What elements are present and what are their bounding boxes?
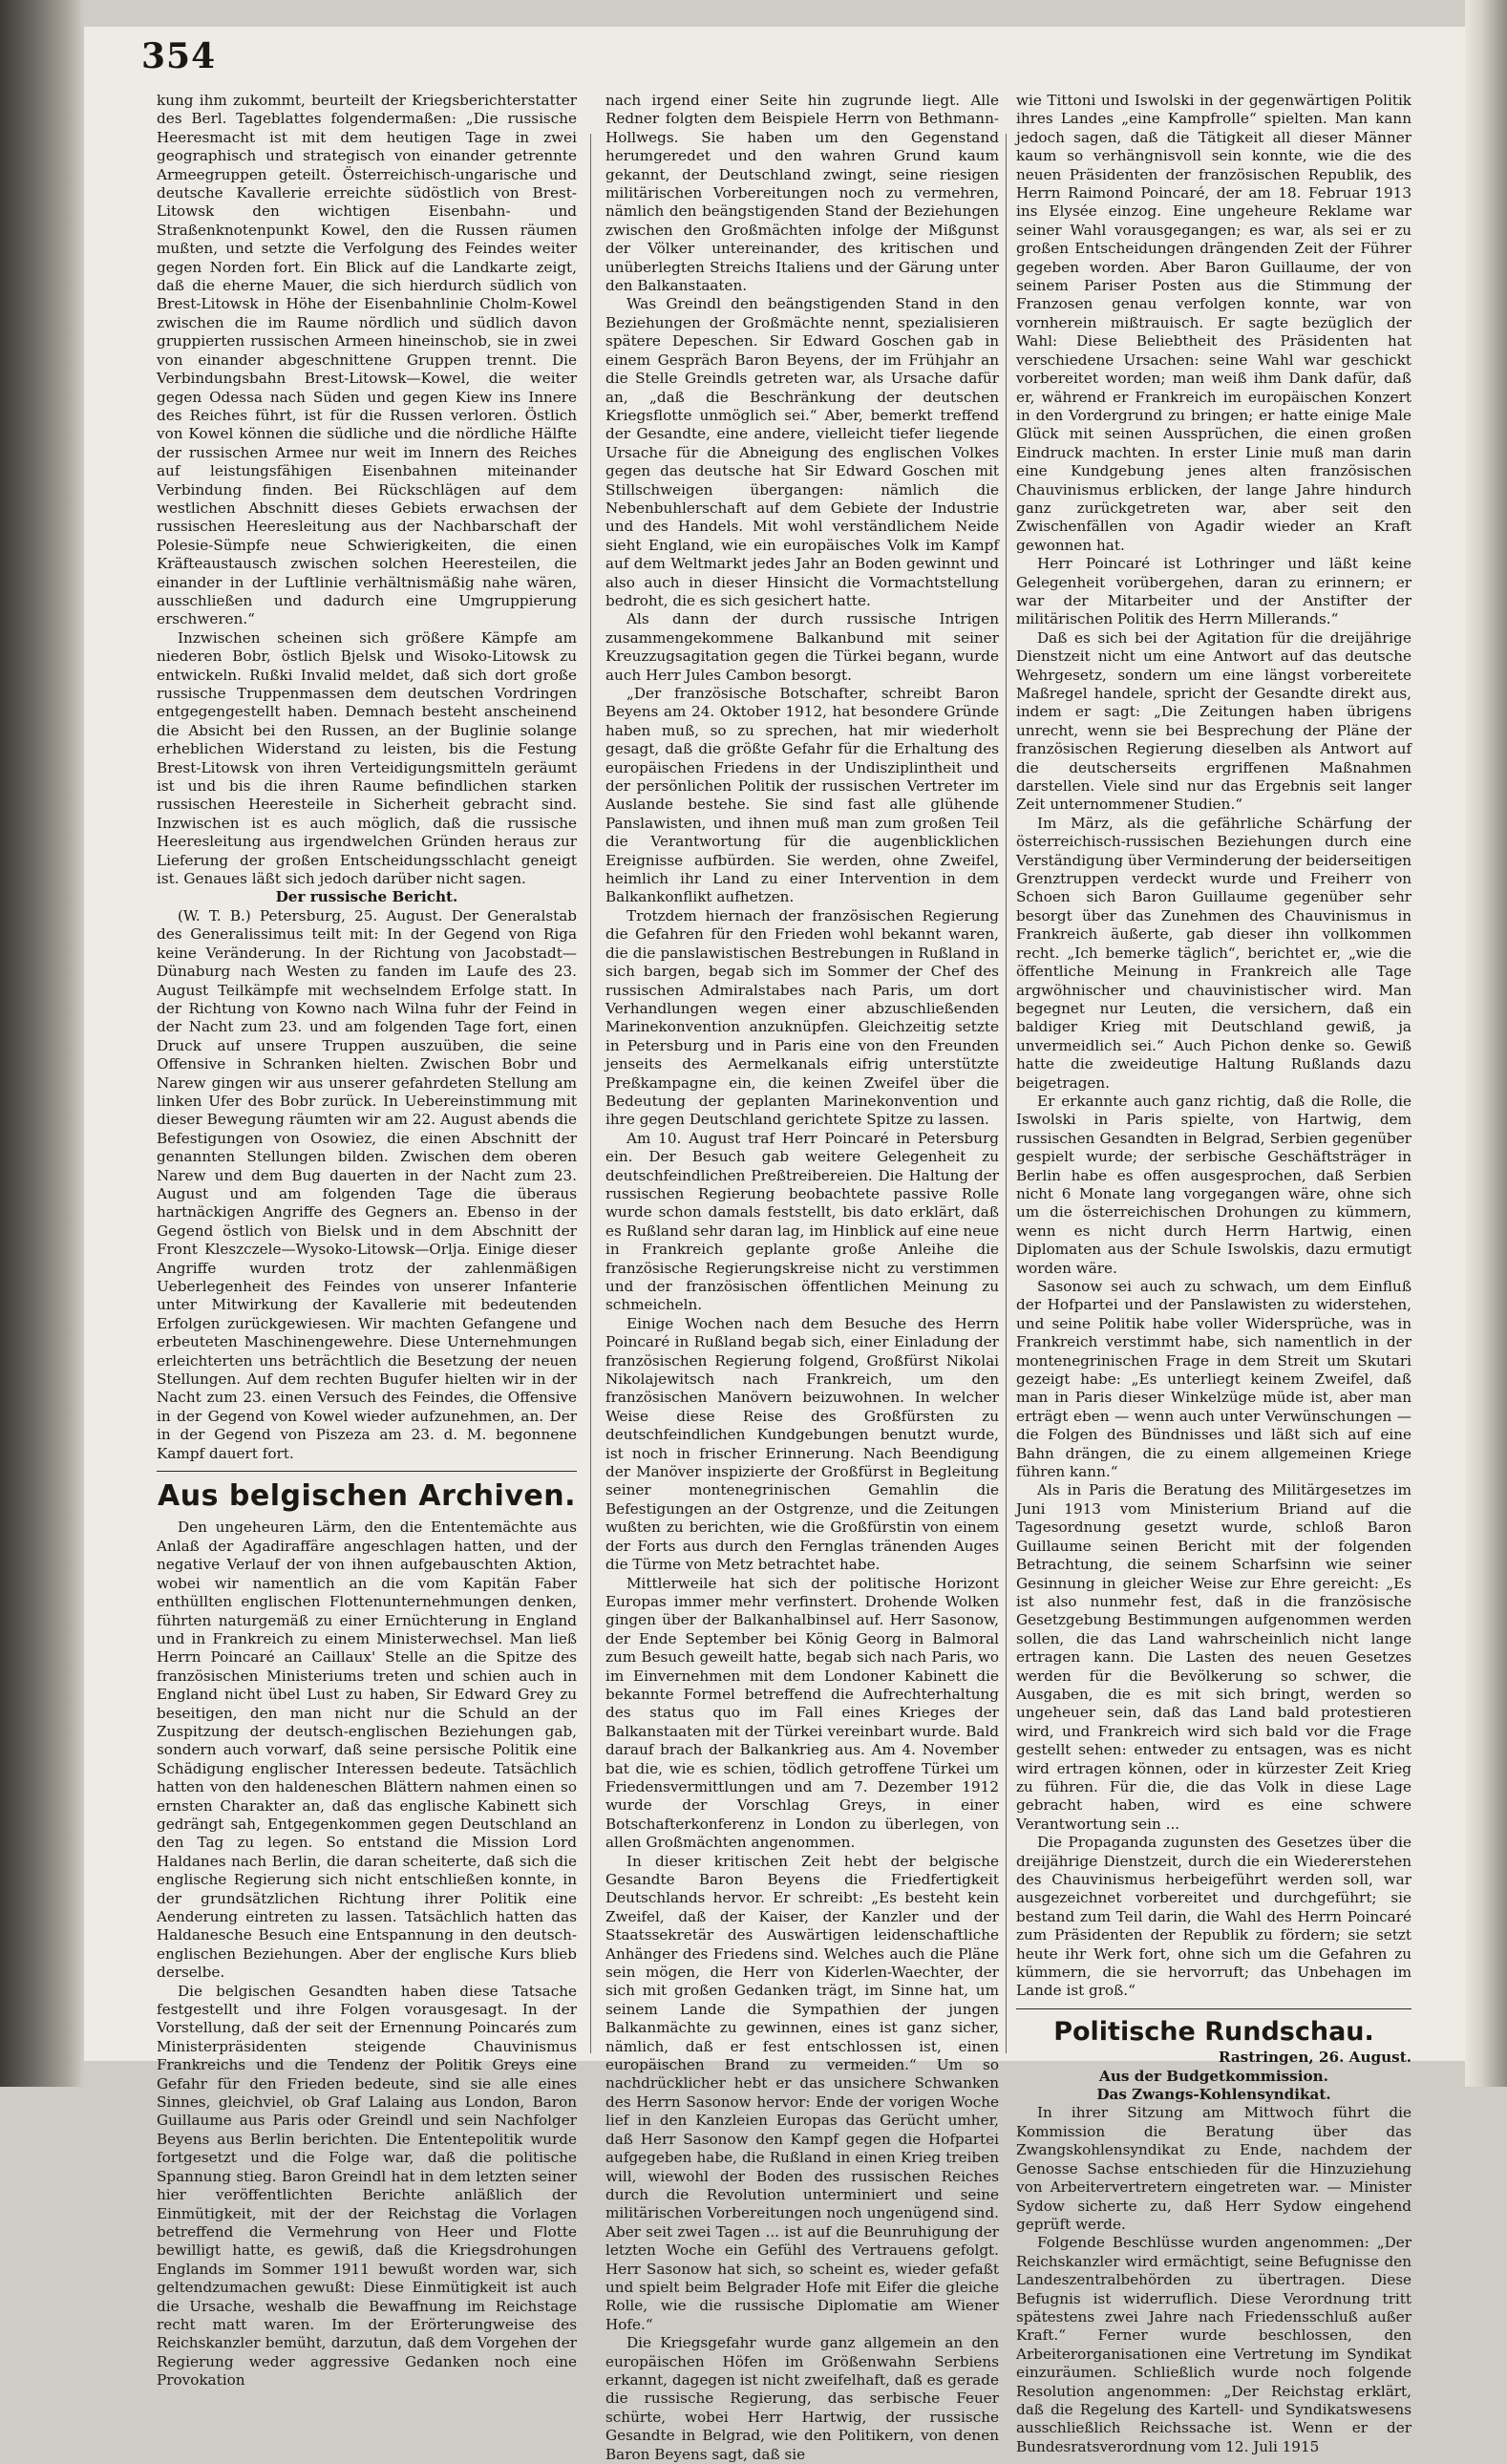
article-paragraph: Was Greindl den beängstigenden Stand in den Beziehungen der Großmächte nennt, spezialisieren spätere Depeschen. Sir Edward Goschen gab in einem Gespräch Baron Beyens, der im Frühjahr an die Stelle Greindls getreten war, als Ursache dafür an, „daß die Beschränkung der deutschen Kriegsflotte unmöglich sei.“ Aber, bemerkt treffend der Gesandte, eine andere, vielleicht tiefer liegende Ursache für die Abneigung des englischen Volkes gegen das deutsche hat Sir Edward Goschen mit Stillschweigen übergangen: nämlich die Nebenbuhlerschaft auf dem Gebiete der Industrie und des Handels. Mit wohl verständlichem Neide sieht England, wie ein europäisches Volk im Kampf auf dem Weltmarkt jedes Jahr an Boden gewinnt und also auch in dieser Hinsicht die Vormachtstellung bedroht, die es sich gesichert hatte. <box>605 295 999 609</box>
article-paragraph: Die belgischen Gesandten haben diese Tatsache festgestellt und ihre Folgen vorausgesagt. In der Vorstellung, daß der seit der Ernennung Poincarés zum Ministerpräsidenten steigende Chauvinismus Frankreichs und die Tendenz der Politik Greys eine Gefahr für den Frieden bedeute, sind sie alle eines Sinnes, gleichviel, ob Graf Lalaing aus London, Baron Guillaume aus Paris oder Greindl und sein Nachfolger Beyens aus Berlin berichten. Die Ententepolitik wurde fortgesetzt und die Folge war, daß die politische Spannung stieg. Baron Greindl hat in dem letzten seiner hier veröffentlichten Berichte anläßlich der Einmütigkeit, mit der der Reichstag die Vorlagen betreffend die Vermehrung von Heer und Flotte bewilligt hatte, es gewiß, daß die Kriegsdrohungen Englands im Sommer 1911 bewußt worden war, sich geltendzumachen gewußt: Diese Einmütigkeit ist auch die Ursache, weshalb die Bewaffnung im Reichstage recht matt waren. Im der Erörterungweise des Reichskanzler bemüht, darzutun, daß dem Vorgehen der Regierung weder aggressive Gedanken noch eine Provokation <box>157 1982 577 2390</box>
article-paragraph: Einige Wochen nach dem Besuche des Herrn Poincaré in Rußland begab sich, einer Einladung der französischen Regierung folgend, Großfürst Nikolai Nikolajewitsch nach Frankreich, um den französischen Manövern beizuwohnen. In welcher Weise diese Reise des Großfürsten zu deutschfeindlichen Kundgebungen benutzt wurde, ist noch in frischer Erinnerung. Nach Beendigung der Manöver inspizierte der Großfürst in Begleitung seiner montenegrinischen Gemahlin die Befestigungen an der Ostgrenze, und die Zeitungen wußten zu berichten, wie die Großfürstin von einem der Forts aus durch den Fernglas tränenden Auges die Türme von Metz betrachtet habe. <box>605 1314 999 1574</box>
article-paragraph: (W. T. B.) Petersburg, 25. August. Der Generalstab des Generalissimus teilt mit: In der Gegend von Riga keine Veränderung. In der Richtung von Jacobstadt—Dünaburg nach Westen zu fanden im Laufe des 23. August Teilkämpfe mit wechselndem Erfolge statt. In der Richtung von Kowno nach Wilna fuhr der Feind in der Nacht zum 23. und am folgenden Tage fort, einen Druck auf unsere Truppen auszuüben, die seine Offensive in Schranken hielten. Zwischen Bobr und Narew gingen wir aus unserer gefahrdeten Stellung am linken Ufer des Bobr zurück. In Uebereinstimmung mit dieser Bewegung räumten wir am 22. August abends die Befestigungen von Osowiez, die einen Abschnitt der genannten Stellungen bilden. Zwischen dem oberen Narew und dem Bug dauerten in der Nacht zum 23. August und am folgenden Tage die überaus hartnäckigen Angriffe des Gegners an. Ebenso in der Gegend östlich von Bielsk und in dem Abschnitt der Front Kleszczele—Wysoko-Litowsk—Orlja. Einige dieser Angriffe wurden trotz der zahlenmäßigen Ueberlegenheit des Feindes von unserer Infanterie unter Mitwirkung der Kavallerie mit bedeutenden Erfolgen zurückgewiesen. Wir machten Gefangene und erbeuteten Maschinengewehre. Diese Unternehmungen erleichterten uns beträchtlich die Besetzung der neuen Stellungen. Auf dem rechten Bugufer hielten wir in der Nacht zum 23. einen Versuch des Feindes, die Offensive in der Gegend von Kowel wieder aufzunehmen, an. Der in der Gegend von Piszeza am 23. d. M. begonnene Kampf dauert fort. <box>157 906 577 1462</box>
article-paragraph: Die Kriegsgefahr wurde ganz allgemein an den europäischen Höfen im Größenwahn Serbiens erkannt, dagegen ist nicht zweifelhaft, daß es gerade die russische Regierung, das serbische Feuer schürte, wobei Herr Hartwig, der russische Gesandte in Belgrad, wie den Politikern, von denen Baron Beyens sagt, daß sie <box>605 2334 999 2463</box>
article-paragraph: Herr Poincaré ist Lothringer und läßt keine Gelegenheit vorübergehen, daran zu erinnern; er war der Mitarbeiter und der Anstifter der militärischen Politik des Herrn Millerands.“ <box>1016 555 1411 628</box>
section-rule <box>1016 2008 1411 2009</box>
column-rule <box>590 134 591 2053</box>
article-paragraph: Er erkannte auch ganz richtig, daß die Rolle, die Iswolski in Paris spielte, von Hartwig, dem russischen Gesandten in Belgrad, Serbien gegenüber gespielt wurde; der serbische Geschäftsträger in Berlin habe es offen ausgesprochen, daß Serbien nicht 6 Monate lang vorgegangen wäre, ohne sich um die österreichischen Drohungen zu kümmern, wenn es nicht durch Herrn Hartwig, einen Diplomaten aus der Schule Iswolskis, dazu ermutigt worden wäre. <box>1016 1092 1411 1277</box>
section-heading: Aus belgischen Archiven. <box>158 1479 576 1514</box>
article-paragraph: Inzwischen scheinen sich größere Kämpfe am niederen Bobr, östlich Bjelsk und Wisoko-Litowsk zu entwickeln. Rußki Invalid meldet, daß sich dort große russische Truppenmassen dem deutschen Vordringen entgegengestellt haben. Demnach besteht anscheinend die Absicht bei den Russen, an der Buglinie solange erheblichen Widerstand zu leisten, bis die Festung Brest-Litowsk von ihren Verteidigungsmitteln geräumt ist und bis die ihren Raume befindlichen starken russischen Heeresteile in Sicherheit gebracht sind. Inzwischen ist es auch möglich, daß die russische Heeresleitung aus irgendwelchen Gründen heraus zur Lieferung der großen Entscheidungsschlacht geneigt ist. Genaues läßt sich jedoch darüber nicht sagen. <box>157 628 577 888</box>
column-1 <box>157 92 577 2390</box>
page-number: 354 <box>141 36 217 76</box>
article-paragraph: In dieser kritischen Zeit hebt der belgische Gesandte Baron Beyens die Friedfertigkeit Deutschlands hervor. Er schreibt: „Es besteht kein Zweifel, daß der Kaiser, der Kanzler und der Staatssekretär des Auswärtigen leidenschaftliche Anhänger des Friedens sind. Welches auch die Pläne sein mögen, die Herr von Kiderlen-Waechter, der sich mit großen Gedanken trägt, im Sinne hat, um seinem Lande die Sympathien der jungen Balkanmächte zu gewinnen, eines ist ganz sicher, nämlich, daß er fest entschlossen ist, einen europäischen Brand zu vermeiden.“ Um so nachdrücklicher hebt er das unsichere Schwanken des Herrn Sasonow hervor: Ende der vorigen Woche lief in den Kanzleien Europas das Gerücht umher, daß Herr Sasonow den Kampf gegen die Hofpartei aufgegeben habe, die Rußland in einen Krieg treiben will, wiewohl der Boden des russischen Reiches durch die Revolution unterminiert und seine militärischen Vorbereitungen noch ungenügend sind. Aber seit zwei Tagen ... ist auf die Beunruhigung der letzten Woche ein Gefühl des Vertrauens gefolgt. Herr Sasonow hat sich, so scheint es, wieder gefaßt und spielt beim Belgrader Hofe mit Eifer die gleiche Rolle, wie die russische Diplomatie am Wiener Hofe.“ <box>605 1852 999 2333</box>
dateline: Rastringen, 26. August. <box>1218 2049 1411 2067</box>
article-paragraph: wie Tittoni und Iswolski in der gegenwärtigen Politik ihres Landes „eine Kampfrolle“ spielten. Man kann jedoch sagen, daß die Tätigkeit all dieser Männer kaum so verhängnisvoll sein konnte, wie die des neuen Präsidenten der französischen Republik, des Herrn Raimond Poincaré, der am 18. Februar 1913 ins Elysée einzog. Eine ungeheure Reklame war seiner Wahl vorausgegangen; es war, als sei er zu großen Entscheidungen drängenden Zeit der Führer gegeben worden. Aber Baron Guillaume, der von seinem Pariser Posten aus die Stimmung der Franzosen genau verfolgen konnte, war von vornherein mißtrauisch. Er sagte bezüglich der Wahl: Diese Beliebtheit des Präsidenten hat verschiedene Ursachen: seine Wahl war geschickt vorbereitet worden; man weiß ihm Dank dafür, daß er, während er Frankreich im europäischen Konzert in den Vordergrund zu bringen; er hatte einige Male Glück mit seinen Aussprüchen, die einen großen Eindruck machten. In erster Linie muß man darin eine Kundgebung jenes alten französischen Chauvinismus erblicken, der lange Jahre hindurch ganz zurückgetreten war, aber seit den Zwischenfällen von Agadir wieder an Kraft gewonnen hat. <box>1016 92 1411 554</box>
subheading: Der russische Bericht. <box>275 888 458 906</box>
article-paragraph: Daß es sich bei der Agitation für die dreijährige Dienstzeit nicht um eine Antwort auf das deutsche Wehrgesetz, sondern um eine längst vorbereitete Maßregel handele, spricht der Gesandte direkt aus, indem er sagt: „Die Zeitungen haben übrigens unrecht, wenn sie bei Besprechung der Pläne der französischen Regierung dieselben als Antwort auf die deutscherseits ergriffenen Maßnahmen darstellen. Viele sind nur das Ergebnis seit langer Zeit unternommener Studien.“ <box>1016 628 1411 814</box>
article-paragraph: Im März, als die gefährliche Schärfung der österreichisch-russischen Beziehungen durch eine Verständigung über Verminderung der beiderseitigen Grenztruppen verdeckt wurde und Freiherr von Schoen sich Baron Guillaume gegenüber sehr besorgt über das Zunehmen des Chauvinismus in Frankreich äußerte, gab dieser ihn vollkommen recht. „Ich bemerke täglich“, berichtet er, „wie die öffentliche Meinung in Frankreich alle Tage argwöhnischer und chauvinistischer wird. Man begegnet nur Leuten, die versichern, daß ein baldiger Krieg mit Deutschland gewiß, ja unvermeidlich sei.“ Auch Pichon denke so. Gewiß hatte die zweideutige Haltung Rußlands dazu beigetragen. <box>1016 814 1411 1092</box>
section-heading: Politische Rundschau. <box>1053 2016 1374 2047</box>
section-rule <box>157 1471 577 1472</box>
article-paragraph: Mittlerweile hat sich der politische Horizont Europas immer mehr verfinstert. Drohende Wolken gingen über der Balkanhalbinsel auf. Herr Sasonow, der Ende September bei König Georg in Balmoral zum Besuch geweilt hatte, begab sich nach Paris, wo im Einvernehmen mit dem Londoner Kabinett die bekannte Formel betreffend die Aufrechterhaltung des status quo im Fall eines Krieges der Balkanstaaten mit der Türkei vereinbart wurde. Bald darauf brach der Balkankrieg aus. Am 4. November bat die, wie es schien, tödlich getroffene Türkei um Friedensvermittlungen und am 7. Dezember 1912 wurde der Vorschlag Greys, in einer Botschafterkonferenz in London zu überlegen, von allen Großmächten angenommen. <box>605 1574 999 1852</box>
article-paragraph: kung ihm zukommt, beurteilt der Kriegsberichterstatter des Berl. Tageblattes folgendermaßen: „Die russische Heeresmacht ist mit dem heutigen Tage in zwei geographisch und strategisch von einander getrennte Armeegruppen geteilt. Österreichisch-ungarische und deutsche Kavallerie erreichte südöstlich von Brest-Litowsk den wichtigen Eisenbahn- und Straßenknotenpunkt Kowel, den die Russen räumen mußten, und setzte die Verfolgung des Feindes weiter gegen Norden fort. Ein Blick auf die Landkarte zeigt, daß die eherne Mauer, die sich hierdurch südlich von Brest-Litowsk in Höhe der Eisenbahnlinie Cholm-Kowel zwischen die im Raume nördlich und südlich davon gruppierten russischen Armeen hineinschob, sie in zwei von einander abgeschnittene Gruppen trennt. Die Verbindungsbahn Brest-Litowsk—Kowel, die weiter gegen Odessa nach Süden und gegen Kiew ins Innere des Reiches führt, ist für die Russen verloren. Östlich von Kowel können die südliche und die nördliche Hälfte der russischen Armee nur weit im Innern des Reiches auf leistungsfähigen Eisenbahnen miteinander Verbindung finden. Bei Rückschlägen auf dem westlichen Abschnitt dieses Gebiets erwachsen der russischen Heeresleitung aus der Nachbarschaft der Polesie-Sümpfe neue Schwierigkeiten, die einen Kräfteaustausch zwischen solchen Heeresteilen, die einander in der Luftlinie verhältnismäßig nahe wären, ausschließen und dadurch eine Umgruppierung erschweren.“ <box>157 92 577 628</box>
article-paragraph: Den ungeheuren Lärm, den die Ententemächte aus Anlaß der Agadiraffäre angeschlagen hatten, und der negative Verlauf der von ihnen aufgebauschten Aktion, wobei wir namentlich an die vom Kapitän Faber enthüllten englischen Flottenunternehmungen denken, führten naturgemäß zu einer Ernüchterung in England und in Frankreich zu einem Ministerwechsel. Man ließ Herrn Poincaré an Caillaux' Stelle an die Spitze des französischen Ministeriums treten und schien auch in England nicht übel Lust zu haben, Sir Edward Grey zu beseitigen, den man nicht nur die Schuld an der Zuspitzung der deutsch-englischen Beziehungen gab, sondern auch vorwarf, daß seine persische Politik eine Schädigung englischer Interessen bedeute. Tatsächlich hatten von den haldeneschen Blättern nahmen einen so ernsten Charakter an, daß das englische Kabinett sich gedrängt sah, Entgegenkommen gegen Deutschland an den Tag zu legen. So entstand die Mission Lord Haldanes nach Berlin, die daran scheiterte, daß sich die englische Regierung sich nicht entschließen konnte, in der grundsätzlichen Richtung ihrer Politik eine Aenderung eintreten zu lassen. Tatsächlich hatten das Haldanesche Besuch eine Entspannung in den deutsch-englischen Beziehungen. Aber der englische Kurs blieb derselbe. <box>157 1519 577 1982</box>
article-paragraph: „Der französische Botschafter, schreibt Baron Beyens am 24. Oktober 1912, hat besondere Gründe haben muß, so zu sprechen, hat mir wiederholt gesagt, daß die größte Gefahr für die Erhaltung des europäischen Friedens in der Undisziplintheit und der persönlichen Politik der russischen Vertreter im Auslande bestehe. Sie sind fast alle glühende Panslawisten, und ihnen muß man zum großen Teil die Verantwortung für die augenblicklichen Ereignisse aufbürden. Sie werden, ohne Zweifel, heimlich ihr Land zu einer Intervention in dem Balkankonflikt aufhetzen. <box>605 685 999 906</box>
column-2 <box>605 92 999 2463</box>
article-paragraph: Folgende Beschlüsse wurden angenommen: „Der Reichskanzler wird ermächtigt, seine Befugnisse den Landeszentralbehörden zu übertragen. Diese Befugnis ist widerruflich. Diese Verordnung tritt spätestens zwei Jahre nach Friedensschluß außer Kraft.“ Ferner wurde beschlossen, den Arbeiterorganisationen eine Vertretung im Syndikat einzuräumen. Schließlich wurde noch folgende Resolution angenommen: „Der Reichstag erklärt, daß die Regelung des Kartell- und Syndikatswesens ausschließlich Reichssache ist. Wenn er der Bundesratsverordnung vom 12. Juli 1915 <box>1016 2234 1411 2455</box>
page-edge <box>1465 0 1507 2087</box>
subheading: Das Zwangs-Kohlensyndikat. <box>1096 2086 1331 2104</box>
subheading: Aus der Budgetkommission. <box>1099 2067 1328 2085</box>
article-paragraph: Als dann der durch russische Intrigen zusammengekommene Balkanbund mit seiner Kreuzzugsagitation gegen die Türkei begann, wurde auch Herr Jules Cambon besorgt. <box>605 610 999 684</box>
column-3 <box>1016 92 1411 2455</box>
column-rule <box>1006 134 1007 2053</box>
article-paragraph: Als in Paris die Beratung des Militärgesetzes im Juni 1913 vom Ministerium Briand auf die Tagesordnung gesetzt wurde, schloß Baron Guillaume seinen Bericht mit der folgenden Betrachtung, die seinem Scharfsinn wie seiner Gesinnung in gleicher Weise zur Ehre gereicht: „Es ist also nunmehr fest, daß in die französische Gesetzgebung Bestimmungen aufgenommen werden sollen, die das Land wahrscheinlich nicht lange ertragen kann. Die Lasten des neuen Gesetzes werden für die Bevölkerung so schwer, die Ausgaben, die es mit sich bringt, werden so ungeheuer sein, daß das Land bald protestieren wird, und Frankreich wird sich bald vor die Frage gestellt sehen: entweder zu entsagen, was es nicht wird ertragen können, oder in kürzester Zeit Krieg zu führen. Für die, die das Volk in diese Lage gebracht haben, wird es eine schwere Verantwortung sein ... <box>1016 1481 1411 1833</box>
book-binding <box>0 0 84 2087</box>
article-paragraph: Am 10. August traf Herr Poincaré in Petersburg ein. Der Besuch gab weitere Gelegenheit zu deutschfeindlichen Preßtreibereien. Die Haltung der russischen Regierung beobachtete passive Rolle wurde schon damals feststellt, bis dato erklärt, daß es Rußland sehr daran lag, im Hinblick auf eine neue in Frankreich geplante große Anleihe die französische Regierungskreise nicht zu verstimmen und der französischen öffentlichen Meinung zu schmeicheln. <box>605 1129 999 1314</box>
article-paragraph: Sasonow sei auch zu schwach, um dem Einfluß der Hofpartei und der Panslawisten zu widerstehen, und seine Politik habe voller Widersprüche, was in Frankreich verstimmt habe, sich namentlich in der montenegrinischen Frage in dem Streit um Skutari gezeigt habe: „Es unterliegt keinem Zweifel, daß man in Paris dieser Winkelzüge müde ist, aber man erträgt eben — wenn auch unter Verwünschungen — die Folgen des Bündnisses und läßt sich auf eine Bahn drängen, die zu einem allgemeinen Kriege führen kann.“ <box>1016 1278 1411 1481</box>
article-paragraph: nach irgend einer Seite hin zugrunde liegt. Alle Redner folgten dem Beispiele Herrn von Bethmann-Hollwegs. Sie haben um den Gegenstand herumgeredet und den wahren Grund kaum gekannt, der Deutschland zwingt, seine riesigen militärischen Vorbereitungen noch zu vermehren, nämlich den beängstigenden Stand der Beziehungen zwischen den Großmächten infolge der Mißgunst der Völker untereinander, des kritischen und unüberlegten Streichs Italiens und der Gärung unter den Balkanstaaten. <box>605 92 999 295</box>
article-paragraph: Trotzdem hiernach der französischen Regierung die Gefahren für den Frieden wohl bekannt waren, die die panslawistischen Bestrebungen in Rußland in sich bargen, begab sich im Sommer der Chef des russischen Admiralstabes nach Paris, um dort Verhandlungen wegen einer abzuschließenden Marinekonvention anzuknüpfen. Gleichzeitig setzte in Petersburg und in Paris eine von den Freunden jenseits des Aermelkanals eifrig unterstützte Preßkampagne ein, die keinen Zweifel über die Bedeutung der geplanten Marinekonvention und ihre gegen Deutschland gerichtete Spitze zu lassen. <box>605 906 999 1129</box>
article-paragraph: In ihrer Sitzung am Mittwoch führt die Kommission die Beratung über das Zwangskohlensyndikat zu Ende, nachdem der Genosse Sachse entschieden für die Hinzuziehung von Arbeitervertretern eingetreten war. — Minister Sydow sicherte zu, daß Herr Sydow eingehend geprüft werde. <box>1016 2104 1411 2233</box>
article-paragraph: Die Propaganda zugunsten des Gesetzes über die dreijährige Dienstzeit, durch die ein Wiedererstehen des Chauvinismus herbeigeführt werden soll, war ausgezeichnet vorbereitet und durchgeführt; sie bestand zum Teil darin, die Wahl des Herrn Poincaré zum Präsidenten der Republik zu fördern; sie setzt heute ihr Werk fort, ohne sich um die Gefahren zu kümmern, die sie hervorruft; das Unbehagen im Lande ist groß.“ <box>1016 1834 1411 2000</box>
